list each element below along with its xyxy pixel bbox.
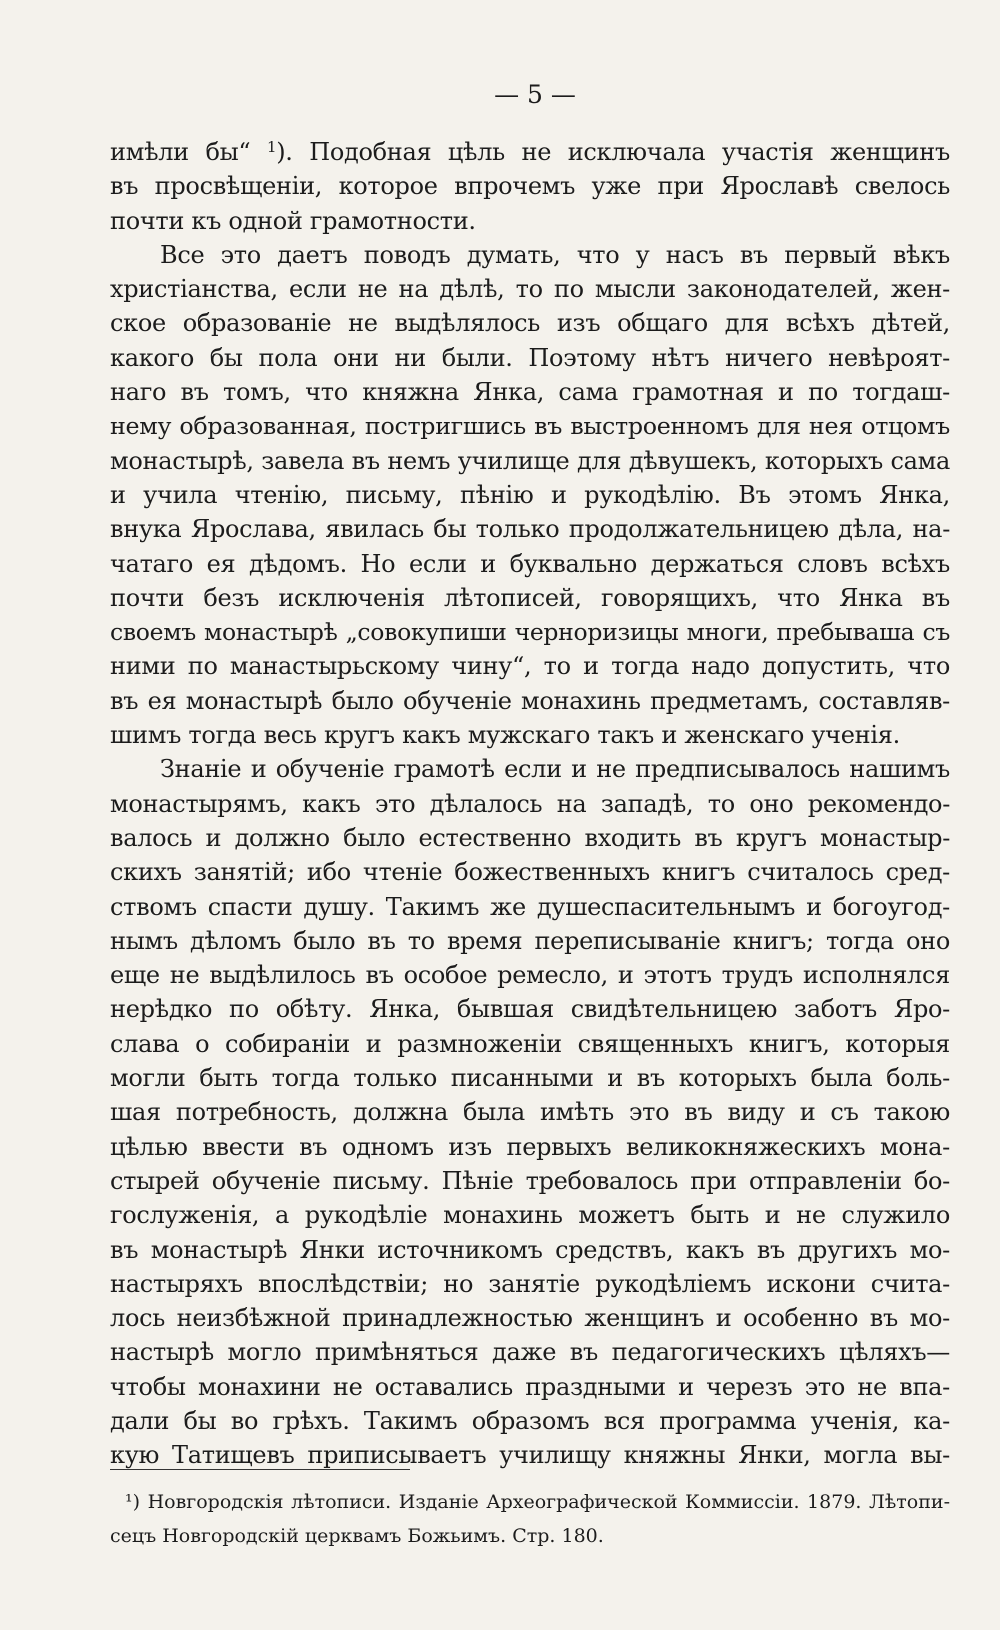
text-line: еще не выдѣлилось въ особое ремесло, и этотъ трудъ исполнялся — [110, 961, 950, 990]
footnote-divider — [110, 1469, 410, 1470]
footnote-line: сецъ Новгородскій церквамъ Божьимъ. Стр. 180. — [110, 1525, 604, 1547]
text-line: цѣлью ввести въ одномъ изъ первыхъ великокняжескихъ мона- — [110, 1132, 950, 1161]
text-line: въ ея монастырѣ было обученіе монахинь предметамъ, составляв- — [110, 686, 950, 715]
text-line: христіанства, если не на дѣлѣ, то по мысли законодателей, жен- — [110, 275, 950, 304]
text-line: скихъ занятій; ибо чтеніе божественныхъ книгъ считалось сред- — [110, 858, 950, 887]
text-fragment: имѣли бы“ — [110, 138, 251, 166]
text-line: шая потребность, должна была имѣть это въ виду и съ такою — [110, 1098, 950, 1127]
text-line: гослуженія, а рукодѣліе монахинь можетъ быть и не служило — [110, 1201, 950, 1230]
text-line: въ просвѣщеніи, которое впрочемъ уже при Ярославѣ свелось — [110, 172, 950, 201]
text-line: нымъ дѣломъ было въ то время переписываніе книгъ; тогда оно — [110, 926, 950, 955]
text-line: слава о собираніи и размноженіи священныхъ книгъ, которыя — [110, 1029, 950, 1058]
text-fragment: ). Подобная цѣль не исключала участія женщинъ — [276, 138, 950, 166]
footnote-line — [110, 1485, 950, 1519]
text-line: кую Татищевъ приписываетъ училищу княжны Янки, могла вы- — [110, 1441, 950, 1470]
text-line: дали бы во грѣхъ. Такимъ образомъ вся программа ученія, ка- — [110, 1406, 950, 1435]
text-line: внука Ярослава, явилась бы только продолжательницею дѣла, на- — [110, 515, 950, 544]
text-line: своемъ монастырѣ „совокупиши черноризицы многи, пребываша съ — [110, 618, 950, 647]
text-line: монастырямъ, какъ это дѣлалось на западѣ, то оно рекомендо- — [110, 789, 950, 818]
footnote-marker: ¹) — [125, 1491, 141, 1513]
text-line: стырей обученіе письму. Пѣніе требовалось при отправленіи бо- — [110, 1166, 950, 1195]
page-number: — 5 — — [494, 80, 576, 109]
text-line: наго въ томъ, что княжна Янка, сама грамотная и по тогдаш- — [110, 378, 950, 407]
text-line: чтобы монахини не оставались праздными и черезъ это не впа- — [110, 1372, 950, 1401]
text-line: ними по манастырьскому чину“, то и тогда надо допустить, что — [110, 652, 950, 681]
text-line: почти безъ исключенія лѣтописей, говорящихъ, что Янка въ — [110, 583, 950, 612]
footnote-text: Новгородскія лѣтописи. Изданіе Археографической Коммиссіи. 1879. Лѣтопи- — [147, 1491, 950, 1513]
text-line: чатаго ея дѣдомъ. Но если и буквально держаться словъ всѣхъ — [110, 549, 950, 578]
text-line: Все это даетъ поводъ думать, что у насъ въ первый вѣкъ — [160, 240, 950, 269]
text-line: нему образованная, постригшись въ выстроенномъ для нея отцомъ — [110, 412, 950, 441]
text-line: въ монастырѣ Янки источникомъ средствъ, какъ въ другихъ мо- — [110, 1235, 950, 1264]
footnotes — [110, 1485, 950, 1553]
text-line: настыряхъ впослѣдствіи; но занятіе рукодѣліемъ искони счита- — [110, 1269, 950, 1298]
text-line: ское образованіе не выдѣлялось изъ общаго для всѣхъ дѣтей, — [110, 309, 950, 338]
text-line: ствомъ спасти душу. Такимъ же душеспасительнымъ и богоугод- — [110, 892, 950, 921]
text-line: настырѣ могло примѣняться даже въ педагогическихъ цѣляхъ— — [110, 1338, 950, 1367]
text-line: шимъ тогда весь кругъ какъ мужскаго такъ и женскаго ученія. — [110, 721, 900, 750]
text-line: Знаніе и обученіе грамотѣ если и не предписывалось нашимъ — [160, 755, 950, 784]
body-text — [110, 135, 950, 1473]
text-line: и учила чтенію, письму, пѣнію и рукодѣлію. Въ этомъ Янка, — [110, 480, 950, 509]
footnote-reference: 1 — [266, 138, 277, 156]
text-line: лось неизбѣжной принадлежностью женщинъ и особенно въ мо- — [110, 1304, 950, 1333]
text-line: нерѣдко по обѣту. Янка, бывшая свидѣтельницею заботъ Яро- — [110, 995, 950, 1024]
text-line — [110, 135, 950, 169]
text-line: валось и должно было естественно входить въ кругъ монастыр- — [110, 823, 950, 852]
text-line: какого бы пола они ни были. Поэтому нѣтъ ничего невѣроят- — [110, 343, 950, 372]
text-line: монастырѣ, завела въ немъ училище для дѣвушекъ, которыхъ сама — [110, 446, 950, 475]
text-line: почти къ одной грамотности. — [110, 206, 476, 235]
text-line: могли быть тогда только писанными и въ которыхъ была боль- — [110, 1064, 950, 1093]
